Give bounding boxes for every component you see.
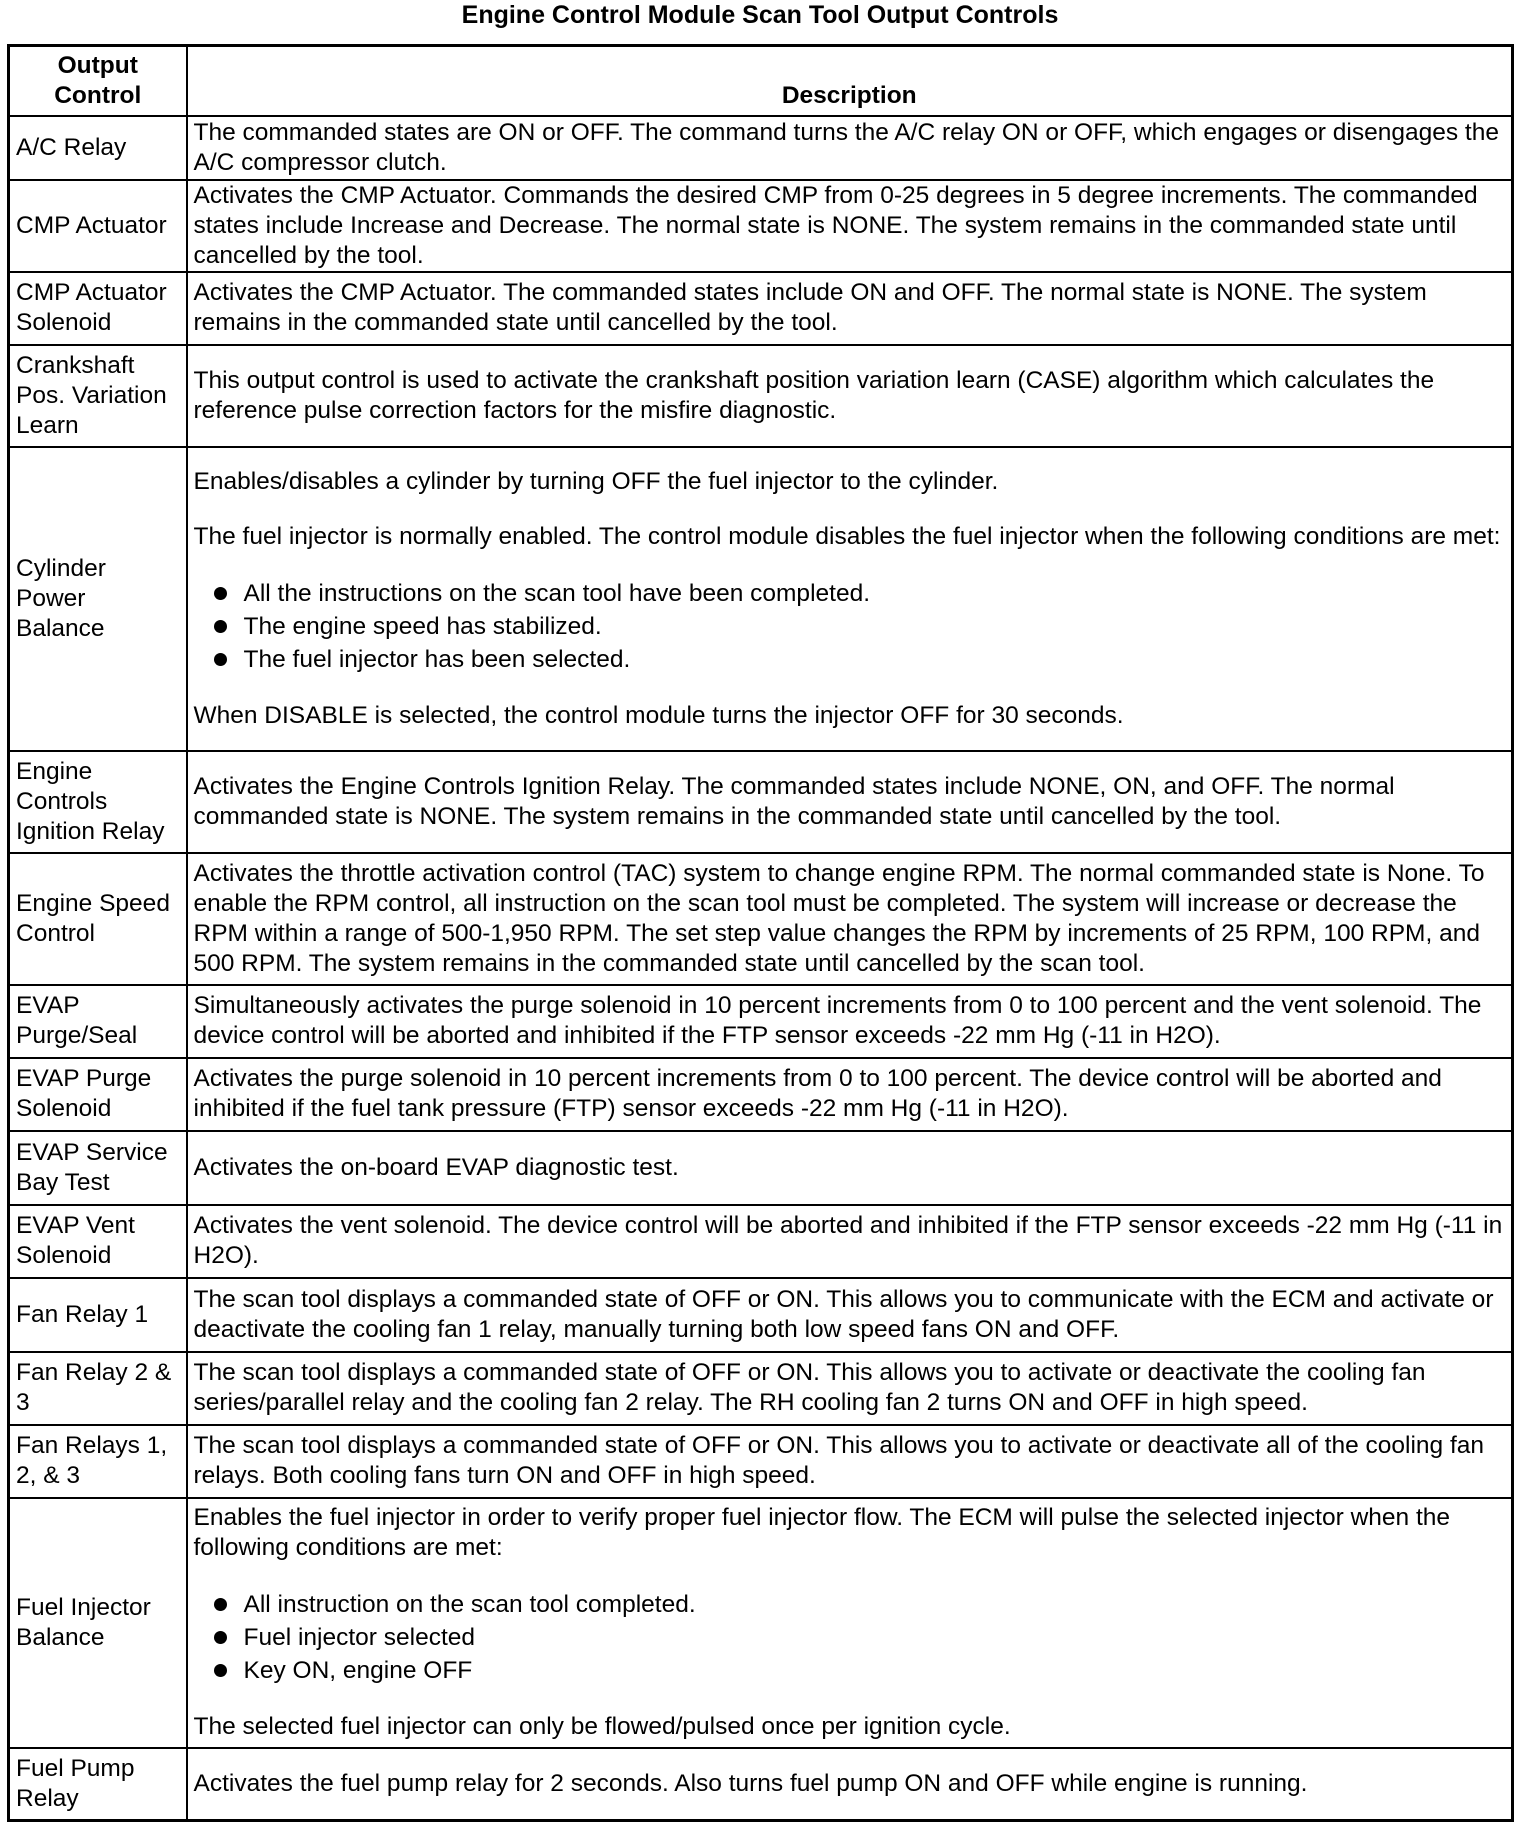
list-item-text: Fuel injector selected xyxy=(243,1624,476,1651)
bullet-icon xyxy=(214,653,227,666)
table-row xyxy=(9,1205,1513,1278)
output-control-description xyxy=(187,751,1513,853)
description-text: The fuel injector is normally enabled. The control module disables the fuel injector when the following conditions are met: xyxy=(193,522,1501,550)
table-row xyxy=(9,1748,1513,1821)
list-item xyxy=(208,643,1506,676)
list-item xyxy=(208,1588,1506,1621)
bullet-icon xyxy=(214,1598,227,1611)
description-text: The scan tool displays a commanded state of OFF or ON. This allows you to activate or deactivate all of the cooling fan relays. Both cooling fans turn ON and OFF in high speed. xyxy=(193,1432,1485,1489)
output-control-name: Engine Speed Control xyxy=(9,853,187,985)
output-control-description xyxy=(187,1748,1513,1821)
output-control-name: EVAP Vent Solenoid xyxy=(9,1205,187,1278)
description-text: Activates the fuel pump relay for 2 seconds. Also turns fuel pump ON and OFF while engine is running. xyxy=(193,1769,1308,1797)
table-row xyxy=(9,180,1513,272)
output-control-name: Crankshaft Pos. Variation Learn xyxy=(9,345,187,447)
header-description: Description xyxy=(187,46,1513,116)
conditions-list xyxy=(194,1588,1506,1687)
description-text: The scan tool displays a commanded state of OFF or ON. This allows you to communicate with the ECM and activate or deactivate the cooling fan 1 relay, manually turning both low speed fans ON and OFF. xyxy=(193,1285,1494,1343)
description-text: Activates the throttle activation control (TAC) system to change engine RPM. The normal commanded state is None. To enable the RPM control, all instruction on the scan tool must be completed. The system will increase or decrease the RPM within a range of 500-1,950 RPM. The set step value changes the RPM by increments of 25 RPM, 100 RPM, and 500 RPM. The system remains in the commanded state until cancelled by the scan tool. xyxy=(193,859,1485,977)
list-item xyxy=(208,1621,1506,1654)
output-control-description xyxy=(187,1058,1513,1131)
description-text: Enables the fuel injector in order to verify proper fuel injector flow. The ECM will pulse the selected injector when the following conditions are met: xyxy=(193,1504,1450,1561)
output-control-name: EVAP Service Bay Test xyxy=(9,1131,187,1205)
list-item-text: Key ON, engine OFF xyxy=(243,1657,473,1684)
output-control-name: Engine Controls Ignition Relay xyxy=(9,751,187,853)
table-row xyxy=(9,272,1513,345)
table-row xyxy=(9,1425,1513,1498)
table-row xyxy=(9,345,1513,447)
output-control-description xyxy=(187,1425,1513,1498)
output-control-description xyxy=(187,345,1513,447)
description-text: When DISABLE is selected, the control module turns the injector OFF for 30 seconds. xyxy=(193,701,1124,729)
table-row xyxy=(9,1131,1513,1205)
output-control-description xyxy=(187,272,1513,345)
output-control-description xyxy=(187,1131,1513,1205)
description-text: Activates the CMP Actuator. Commands the desired CMP from 0-25 degrees in 5 degree increments. The commanded states include Increase and Decrease. The normal state is NONE. The system remains in the commanded state until cancelled by the tool. xyxy=(193,181,1478,269)
output-control-name: Cylinder Power Balance xyxy=(9,447,187,751)
list-item xyxy=(208,577,1506,610)
table-row xyxy=(9,1278,1513,1352)
output-control-description xyxy=(187,853,1513,985)
list-item-text: All instruction on the scan tool completed. xyxy=(243,1591,696,1618)
table-header-row xyxy=(9,46,1513,116)
list-item xyxy=(208,1654,1506,1687)
output-control-description xyxy=(187,180,1513,272)
table-row xyxy=(9,985,1513,1058)
output-control-description xyxy=(187,1278,1513,1352)
list-item-text: The engine speed has stabilized. xyxy=(243,612,602,640)
output-control-name: EVAP Purge/Seal xyxy=(9,985,187,1058)
table-row xyxy=(9,751,1513,853)
output-control-name: Fan Relay 1 xyxy=(9,1278,187,1352)
description-text: The selected fuel injector can only be flowed/pulsed once per ignition cycle. xyxy=(193,1713,1011,1740)
output-control-description xyxy=(187,447,1513,751)
description-text: Activates the CMP Actuator. The commanded states include ON and OFF. The normal state is NONE. The system remains in the commanded state until cancelled by the tool. xyxy=(193,279,1427,336)
bullet-icon xyxy=(214,620,227,633)
output-control-description xyxy=(187,1352,1513,1425)
table-row xyxy=(9,1498,1513,1748)
conditions-list xyxy=(194,577,1506,676)
list-item-text: The fuel injector has been selected. xyxy=(243,645,631,673)
description-text: Enables/disables a cylinder by turning OFF the fuel injector to the cylinder. xyxy=(193,467,999,495)
output-control-description xyxy=(187,116,1513,180)
description-text: Activates the on-board EVAP diagnostic test. xyxy=(193,1153,679,1181)
list-item-text: All the instructions on the scan tool have been completed. xyxy=(243,579,870,607)
table-row xyxy=(9,853,1513,985)
output-control-name: Fuel Injector Balance xyxy=(9,1498,187,1748)
table-row xyxy=(9,1352,1513,1425)
output-controls-table xyxy=(7,44,1514,1822)
output-control-name: CMP Actuator xyxy=(9,180,187,272)
description-text: Simultaneously activates the purge solenoid in 10 percent increments from 0 to 100 percent and the vent solenoid. The device control will be aborted and inhibited if the FTP sensor exceeds -22 mm Hg (-11 in H2O). xyxy=(193,992,1482,1049)
table-row xyxy=(9,116,1513,180)
page-title: Engine Control Module Scan Tool Output Controls xyxy=(461,1,1059,29)
table-row xyxy=(9,1058,1513,1131)
bullet-icon xyxy=(214,1664,227,1677)
output-control-name: Fan Relays 1, 2, & 3 xyxy=(9,1425,187,1498)
list-item xyxy=(208,610,1506,643)
output-control-name: A/C Relay xyxy=(9,116,187,180)
output-control-description xyxy=(187,1205,1513,1278)
output-control-name: Fuel Pump Relay xyxy=(9,1748,187,1821)
description-text: This output control is used to activate the crankshaft position variation learn (CASE) algorithm which calculates the reference pulse correction factors for the misfire diagnostic. xyxy=(193,366,1435,424)
description-text: Activates the vent solenoid. The device control will be aborted and inhibited if the FTP sensor exceeds -22 mm Hg (-11 in H2O). xyxy=(193,1212,1503,1269)
output-control-name: EVAP Purge Solenoid xyxy=(9,1058,187,1131)
description-text: Activates the purge solenoid in 10 percent increments from 0 to 100 percent. The device control will be aborted and inhibited if the fuel tank pressure (FTP) sensor exceeds -22 mm Hg (-11 in H2O). xyxy=(193,1065,1442,1122)
table-row xyxy=(9,447,1513,751)
description-text: The commanded states are ON or OFF. The command turns the A/C relay ON or OFF, which engages or disengages the A/C compressor clutch. xyxy=(193,118,1499,176)
description-text: Activates the Engine Controls Ignition Relay. The commanded states include NONE, ON, and OFF. The normal commanded state is NONE. The system remains in the commanded state until cancelled by the tool. xyxy=(193,772,1395,830)
output-control-description xyxy=(187,1498,1513,1748)
bullet-icon xyxy=(214,1631,227,1644)
bullet-icon xyxy=(214,587,227,600)
output-control-name: CMP Actuator Solenoid xyxy=(9,272,187,345)
header-output-control: Output Control xyxy=(9,46,187,116)
description-text: The scan tool displays a commanded state of OFF or ON. This allows you to activate or deactivate the cooling fan series/parallel relay and the cooling fan 2 relay. The RH cooling fan 2 turns ON and OFF in high speed. xyxy=(193,1359,1426,1416)
output-control-description xyxy=(187,985,1513,1058)
output-control-name: Fan Relay 2 & 3 xyxy=(9,1352,187,1425)
